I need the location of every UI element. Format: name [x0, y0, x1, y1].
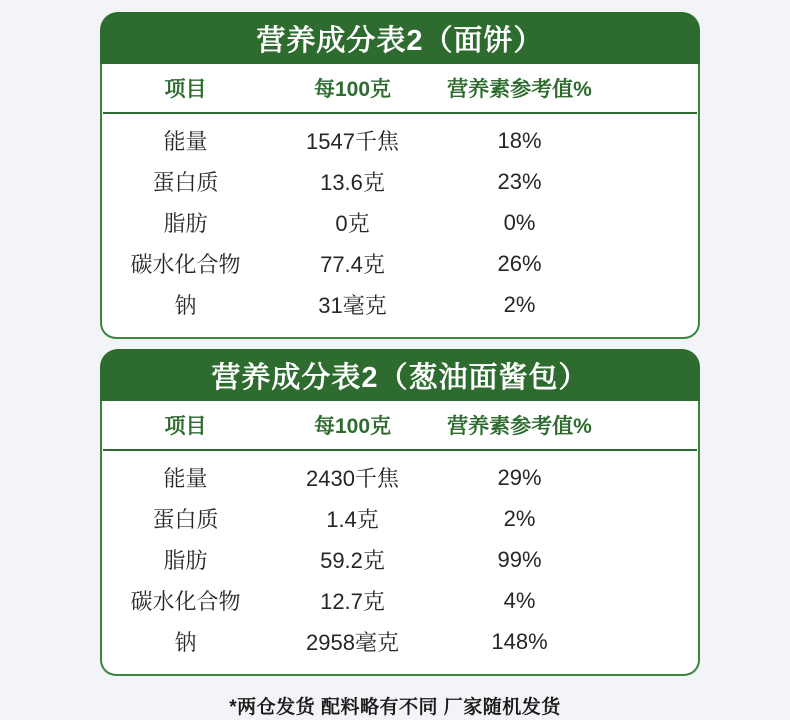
column-header-row: [102, 64, 698, 112]
column-header-per100g: 每100克: [313, 415, 392, 438]
nutrient-name: 能量: [163, 466, 208, 491]
nrv-percent: 148%: [491, 628, 548, 654]
table-title-bar: [100, 349, 700, 401]
table-title-bar: [100, 12, 700, 64]
amount-per-100g: 2958毫克: [306, 630, 399, 655]
table-row: [102, 539, 698, 580]
table-body: [100, 64, 700, 339]
table-title: 营养成分表2（面饼）: [256, 24, 544, 57]
amount-per-100g: 13.6克: [320, 170, 385, 195]
nrv-percent: 26%: [497, 250, 542, 276]
table-row: [102, 284, 698, 325]
amount-per-100g: 59.2克: [320, 548, 385, 573]
table-body: [100, 401, 700, 676]
nutrition-table-sauce-packet: [100, 349, 700, 676]
nrv-percent: 2%: [503, 505, 536, 531]
nrv-percent: 0%: [503, 209, 536, 235]
column-header-nrv: 营养素参考值%: [447, 415, 592, 438]
column-header-per100g: 每100克: [313, 78, 392, 101]
amount-per-100g: 0克: [335, 211, 370, 236]
nrv-percent: 18%: [497, 127, 542, 153]
amount-per-100g: 12.7克: [320, 589, 385, 614]
nutrition-table-noodle-cake: [100, 12, 700, 339]
amount-per-100g: 31毫克: [318, 293, 387, 318]
column-header-item: 项目: [164, 78, 207, 101]
column-header-item: 项目: [164, 415, 207, 438]
table-row: [102, 457, 698, 498]
column-header-row: [102, 401, 698, 449]
nutrient-name: 碳水化合物: [130, 252, 241, 277]
nutrient-name: 脂肪: [163, 211, 208, 236]
table-row: [102, 202, 698, 243]
nutrient-name: 能量: [163, 129, 208, 154]
nutrient-name: 钠: [174, 293, 197, 318]
amount-per-100g: 1.4克: [326, 507, 379, 532]
nrv-percent: 99%: [497, 546, 542, 572]
nutrient-name: 脂肪: [163, 548, 208, 573]
table-rows: [102, 451, 698, 662]
table-title: 营养成分表2（葱油面酱包）: [211, 361, 589, 394]
nutrient-name: 碳水化合物: [130, 589, 241, 614]
nrv-percent: 4%: [503, 587, 536, 613]
table-row: [102, 161, 698, 202]
nutrient-name: 蛋白质: [152, 170, 219, 195]
table-row: [102, 243, 698, 284]
shipping-disclaimer: *两仓发货 配料略有不同 厂家随机发货: [229, 697, 561, 718]
amount-per-100g: 1547千焦: [306, 129, 399, 154]
table-row: [102, 120, 698, 161]
nutrient-name: 蛋白质: [152, 507, 219, 532]
column-header-nrv: 营养素参考值%: [447, 78, 592, 101]
table-row: [102, 621, 698, 662]
table-rows: [102, 114, 698, 325]
nrv-percent: 2%: [503, 291, 536, 317]
table-row: [102, 498, 698, 539]
amount-per-100g: 2430千焦: [306, 466, 399, 491]
nrv-percent: 23%: [497, 168, 542, 194]
nrv-percent: 29%: [497, 464, 542, 490]
table-row: [102, 580, 698, 621]
amount-per-100g: 77.4克: [320, 252, 385, 277]
nutrient-name: 钠: [174, 630, 197, 655]
